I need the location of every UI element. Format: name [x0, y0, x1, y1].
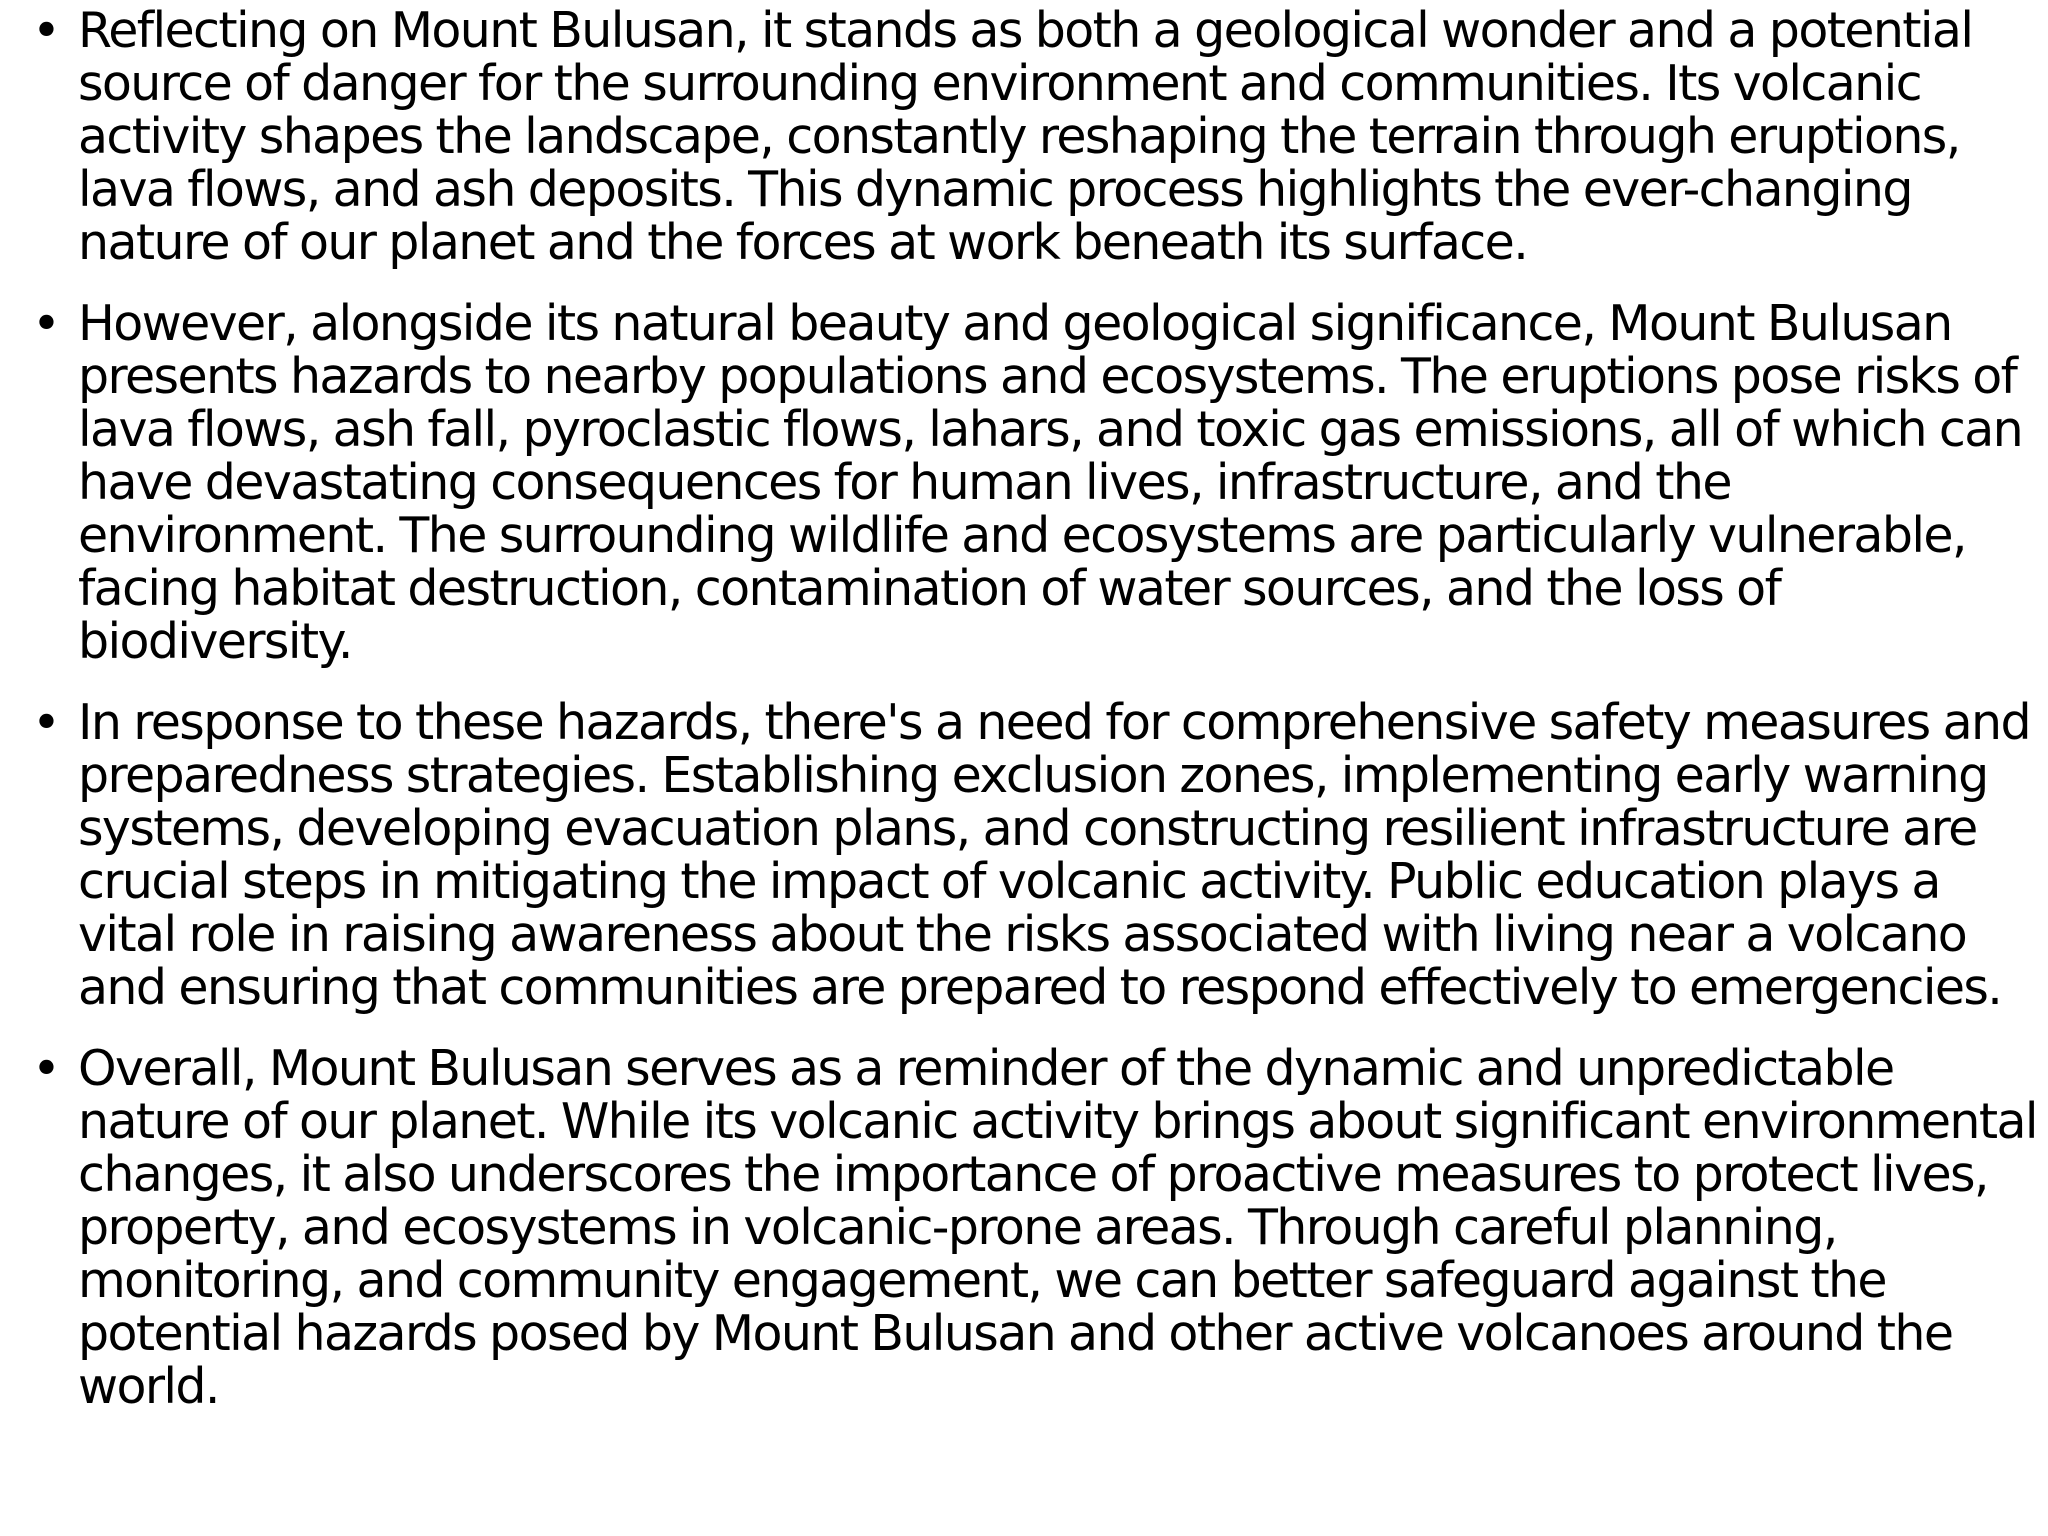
- bullet-dot-icon: •: [32, 694, 60, 751]
- bullet-dot-icon: •: [32, 1040, 60, 1097]
- bullet-text: Overall, Mount Bulusan serves as a reminder of the dynamic and unpredictable nature of our planet. While its volcanic activity brings about significant environmental changes, it also underscores the importance of proactive measures to protect lives, property, and ecosystems in volcanic-prone areas. Through careful planning, monitoring, and community engagement, we can better safeguard against the potential hazards posed by Mount Bulusan and other active volcanoes around the world.: [78, 1040, 2037, 1415]
- bullet-list: [28, 4, 2038, 1413]
- bullet-text: Reflecting on Mount Bulusan, it stands as both a geological wonder and a potential source of danger for the surrounding environment and communities. Its volcanic activity shapes the landscape, constantly reshaping the terrain through eruptions, lava flows, and ash deposits. This dynamic process highlights the ever-changing nature of our planet and the forces at work beneath its surface.: [78, 2, 1973, 271]
- bullet-item-reflection: [28, 4, 2038, 269]
- bullet-item-hazards: [28, 297, 2038, 668]
- slide-body: [28, 4, 2038, 1532]
- bullet-text: However, alongside its natural beauty and geological significance, Mount Bulusan presents hazards to nearby populations and ecosystems. The eruptions pose risks of lava flows, ash fall, pyroclastic flows, lahars, and toxic gas emissions, all of which can have devastating consequences for human lives, infrastructure, and the environment. The surrounding wildlife and ecosystems are particularly vulnerable, facing habitat destruction, contamination of water sources, and the loss of biodiversity.: [78, 295, 2023, 670]
- bullet-dot-icon: •: [32, 2, 60, 59]
- bullet-dot-icon: •: [32, 295, 60, 352]
- bullet-item-response: [28, 696, 2038, 1014]
- bullet-text: In response to these hazards, there's a need for comprehensive safety measures and preparedness strategies. Establishing exclusion zones, implementing early warning systems, developing evacuation plans, and constructing resilient infrastructure are crucial steps in mitigating the impact of volcanic activity. Public education plays a vital role in raising awareness about the risks associated with living near a volcano and ensuring that communities are prepared to respond effectively to emergencies.: [78, 694, 2030, 1016]
- bullet-item-overall: [28, 1042, 2038, 1413]
